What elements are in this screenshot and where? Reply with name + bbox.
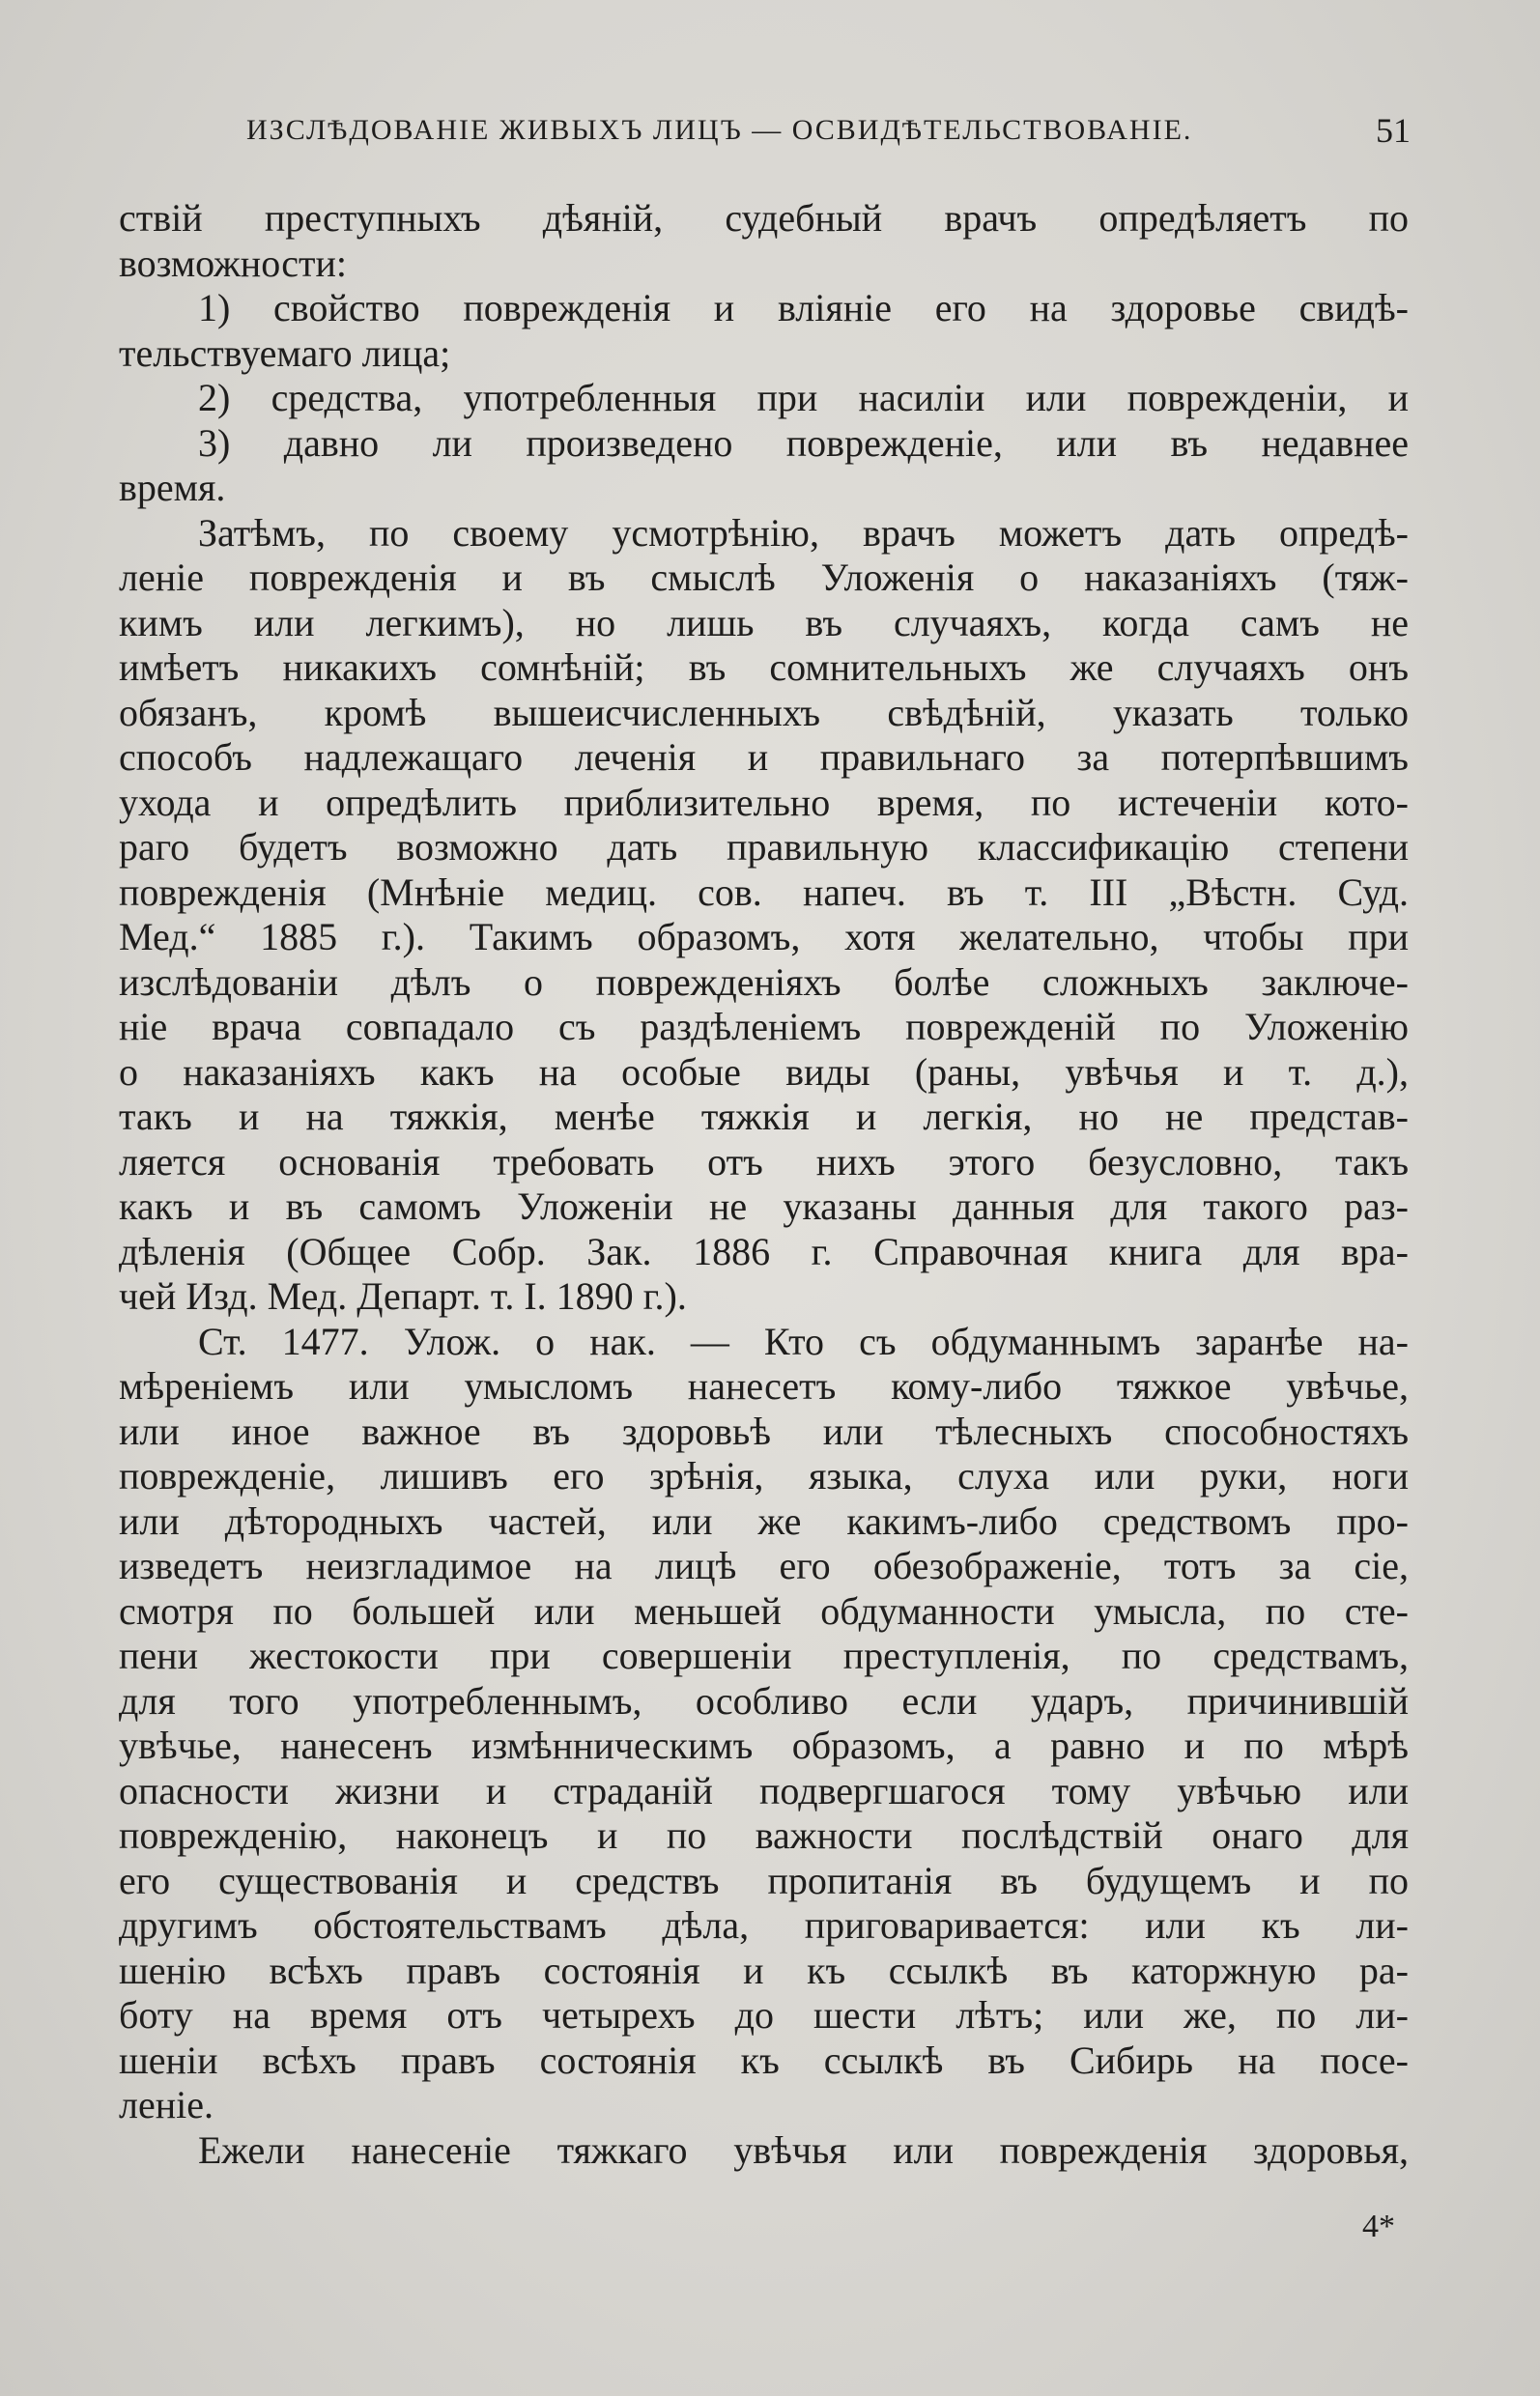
running-title: ИЗСЛѢДОВАНІЕ ЖИВЫХЪ ЛИЦЪ — ОСВИДѢТЕЛЬСТВОВАНІЕ. [246,114,1193,146]
text-line: шенію всѣхъ правъ состоянія и къ ссылкѣ въ каторжную ра- [119,1948,1409,1992]
text-line: Ежели нанесеніе тяжкаго увѣчья или поврежденія здоровья, [198,2127,1409,2172]
text-line: другимъ обстоятельствамъ дѣла, приговаривается: или къ ли- [119,1903,1409,1947]
text-line: 1) свойство поврежденія и вліяніе его на здоровье свидѣ- [198,286,1409,329]
text-line: Мед.“ 1885 г.). Такимъ образомъ, хотя желательно, чтобы при [119,915,1409,958]
text-line: Затѣмъ, по своему усмотрѣнію, врачъ можетъ дать опредѣ- [198,510,1409,555]
page-number: 51 [1376,111,1411,150]
text-line: имѣетъ никакихъ сомнѣній; въ сомнительныхъ же случаяхъ онъ [119,645,1409,689]
text-line: смотря по большей или меньшей обдуманности умысла, по сте- [119,1588,1409,1633]
text-line: изведетъ неизгладимое на лицѣ его обезображеніе, тотъ за сіе, [119,1544,1409,1587]
text-line: такъ и на тяжкія, менѣе тяжкія и легкія, но не представ- [119,1095,1409,1138]
text-line: способъ надлежащаго леченія и правильнаго за потерпѣвшимъ [119,735,1409,779]
text-line: мѣреніемъ или умысломъ нанесетъ кому-либо тяжкое увѣчье, [119,1364,1409,1408]
text-line: ляется основанія требовать отъ нихъ этого безусловно, такъ [119,1139,1409,1184]
text-line: ствій преступныхъ дѣяній, судебный врачъ опредѣляетъ по [119,196,1409,240]
text-line: возможности: [119,241,347,285]
text-line: какъ и въ самомъ Уложеніи не указаны данныя для такого раз- [119,1184,1409,1228]
text-line: поврежденію, наконецъ и по важности послѣдствій онаго для [119,1813,1409,1857]
text-line: или дѣтородныхъ частей, или же какимъ-либо средствомъ про- [119,1498,1409,1543]
text-line: ухода и опредѣлить приблизительно время, по истеченіи кото- [119,780,1409,824]
text-line: или иное важное въ здоровьѣ или тѣлесныхъ способностяхъ [119,1409,1409,1453]
text-line: опасности жизни и страданій подвергшагося тому увѣчью или [119,1768,1409,1812]
text-line: поврежденіе, лишивъ его зрѣнія, языка, слуха или руки, ноги [119,1454,1409,1498]
text-line: кимъ или легкимъ), но лишь въ случаяхъ, когда самъ не [119,600,1409,644]
text-line: пени жестокости при совершеніи преступленія, по средствамъ, [119,1634,1409,1677]
text-line: время. [119,466,226,509]
page-body-text [119,196,1409,2173]
text-line: изслѣдованіи дѣлъ о поврежденіяхъ болѣе сложныхъ заключе- [119,959,1409,1004]
text-line: шеніи всѣхъ правъ состоянія къ ссылкѣ въ Сибирь на посе- [119,2038,1409,2082]
text-line: Ст. 1477. Улож. о нак. — Кто съ обдуманнымъ заранѣе на- [198,1319,1409,1363]
text-line: поврежденія (Мнѣніе медиц. сов. напеч. въ т. III „Вѣстн. Суд. [119,870,1409,914]
text-line: увѣчье, нанесенъ измѣнническимъ образомъ, а равно и по мѣрѣ [119,1724,1409,1767]
text-line: раго будетъ возможно дать правильную классификацію степени [119,825,1409,869]
text-line: тельствуемаго лица; [119,330,451,375]
text-line: обязанъ, кромѣ вышеисчисленныхъ свѣдѣній, указать только [119,690,1409,734]
text-line: его существованія и средствъ пропитанія въ будущемъ и по [119,1858,1409,1902]
running-header [246,110,1411,158]
signature-mark: 4* [1362,2209,1395,2244]
text-line: дѣленія (Общее Собр. Зак. 1886 г. Справочная книга для вра- [119,1229,1409,1273]
text-line: для того употребленнымъ, особливо если ударъ, причинившій [119,1678,1409,1723]
text-line: леніе поврежденія и въ смыслѣ Уложенія о наказаніяхъ (тяж- [119,556,1409,599]
text-line: ніе врача совпадало съ раздѣленіемъ поврежденій по Уложенію [119,1005,1409,1048]
text-line: 3) давно ли произведено поврежденіе, или въ недавнее [198,420,1409,465]
text-line: 2) средства, употребленныя при насиліи или поврежденіи, и [198,376,1409,419]
text-line: боту на время отъ четырехъ до шести лѣтъ; или же, по ли- [119,1993,1409,2037]
text-line: леніе. [119,2083,214,2126]
text-line: чей Изд. Мед. Департ. т. I. 1890 г.). [119,1274,687,1318]
text-line: о наказаніяхъ какъ на особые виды (раны, увѣчья и т. д.), [119,1049,1409,1094]
